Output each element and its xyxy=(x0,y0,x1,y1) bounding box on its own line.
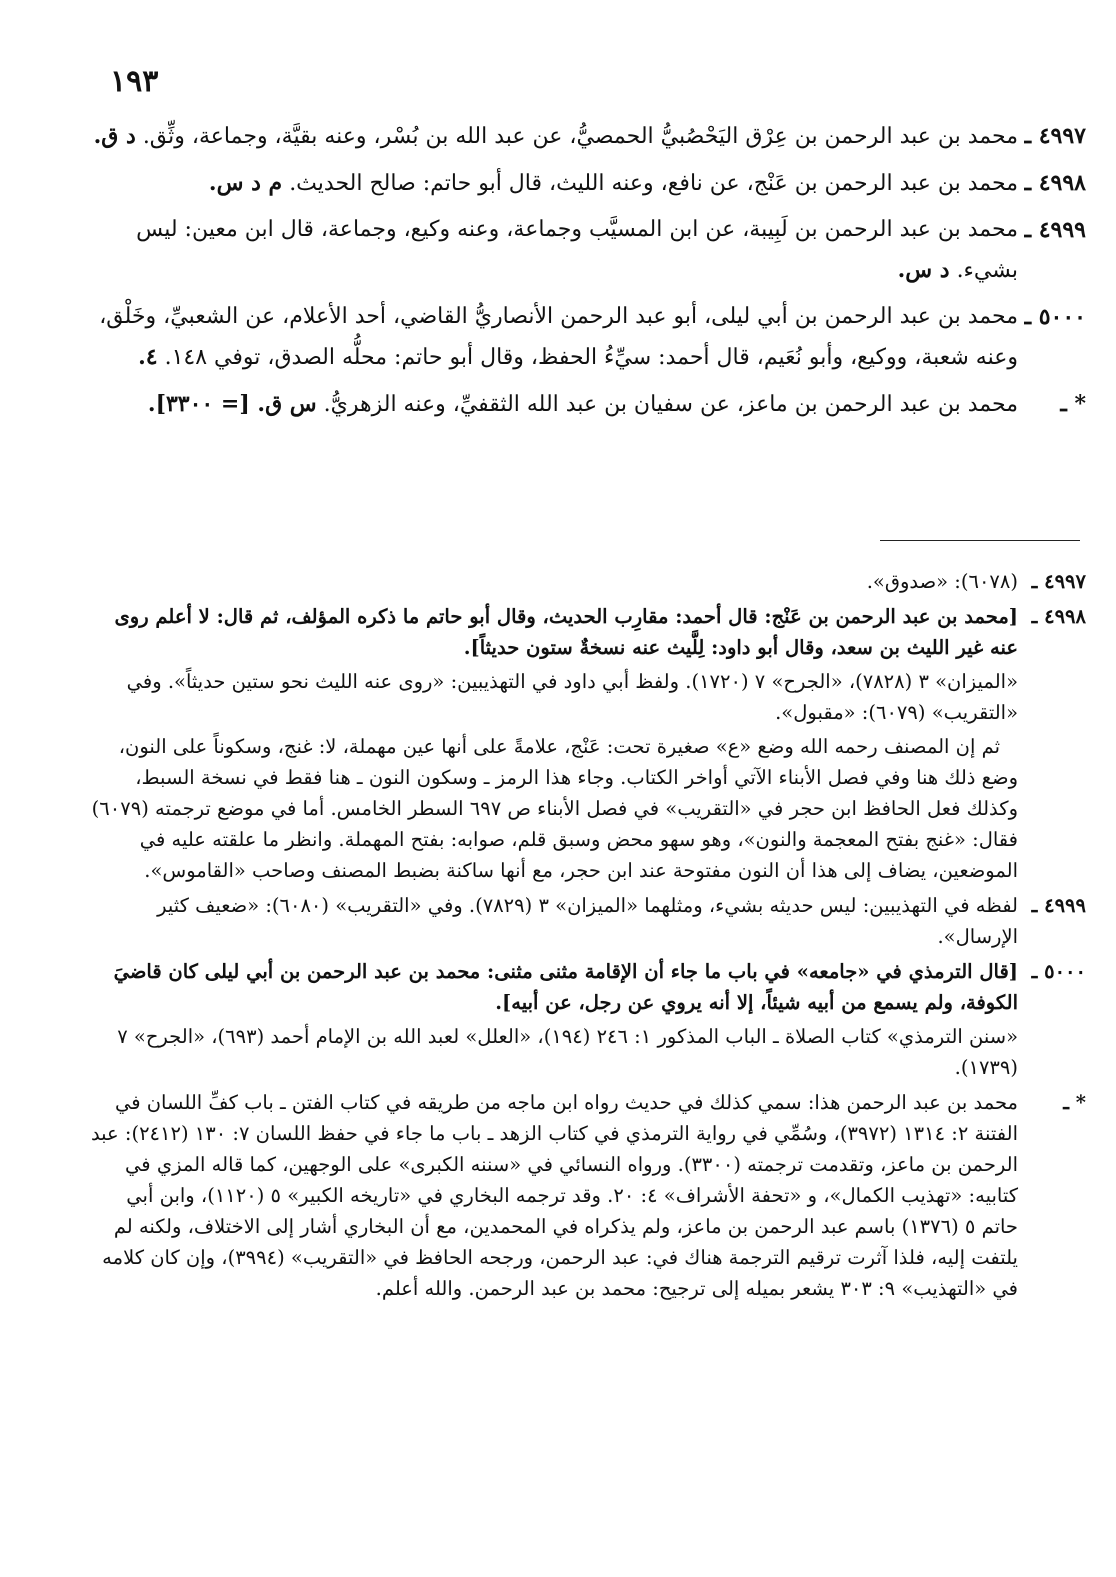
entry-number: ٥٠٠٠ ـ xyxy=(1024,304,1086,330)
entry-text: محمد بن عبد الرحمن بن لَبِيبة، عن ابن المسيَّب وجماعة، وعنه وكيع، وجماعة، قال ابن معين: ليس بشيء. xyxy=(136,217,1018,283)
footnote-number: ٤٩٩٨ ـ xyxy=(1031,605,1086,628)
biography-entry xyxy=(86,210,1086,291)
footnote xyxy=(86,566,1086,597)
footnote-paragraph: ثم إن المصنف رحمه الله وضع «ع» صغيرة تحت: عَنْج، علامةً على أنها عين مهملة، لا: غنج، وسكوناً على النون، وضع ذلك هنا وفي فصل الأبناء الآتي أواخر الكتاب. وجاء هذا الرمز ـ وسكون النون ـ هنا فقط في نسخة السبط، وكذلك فعل الحافظ ابن حجر في «التقريب» في فصل الأبناء ص ٦٩٧ السطر الخامس. أما في موضع ترجمته (٦٠٧٩) فقال: «غنج بفتح المعجمة والنون»، وهو سهو محض وسبق قلم، صوابه: بفتح المهملة. وانظر ما علقته عليه في الموضعين، يضاف إلى هذا أن النون مفتوحة عند ابن حجر، مع أنها ساكنة بضبط المصنف وصاحب «القاموس». xyxy=(91,735,1018,882)
footnote-paragraph: (٦٠٧٨): «صدوق». xyxy=(866,570,1018,593)
entry-symbols: د س. xyxy=(897,257,950,283)
biography-entry xyxy=(86,297,1086,378)
main-text xyxy=(86,116,1086,431)
entry-symbols: س ق. [= ٣٣٠٠]. xyxy=(147,391,317,417)
footnote-separator xyxy=(880,540,1080,541)
biography-entry xyxy=(86,163,1086,204)
page-number: ١٩٣ xyxy=(110,64,159,99)
entry-text: محمد بن عبد الرحمن بن أبي ليلى، أبو عبد الرحمن الأنصاريُّ القاضي، أحد الأعلام، عن الشعبيِّ، وخَلْق، وعنه شعبة، ووكيع، وأبو نُعَيم، قال أحمد: سيِّءُ الحفظ، وقال أبو حاتم: محلُّه الصدق، توفي ١٤٨. xyxy=(99,304,1018,370)
entry-number: ٤٩٩٨ ـ xyxy=(1024,170,1086,196)
entry-symbols: ٤. xyxy=(138,344,158,370)
entry-symbols: د ق. xyxy=(93,123,136,149)
footnote-number: ٤٩٩٩ ـ xyxy=(1031,894,1086,917)
footnotes xyxy=(86,566,1086,1308)
entry-text: محمد بن عبد الرحمن بن ماعز، عن سفيان بن عبد الله الثقفيِّ، وعنه الزهريُّ. xyxy=(323,392,1018,417)
footnote-paragraph: لفظه في التهذيبين: ليس حديثه بشيء، ومثلهما «الميزان» ٣ (٧٨٢٩). وفي «التقريب» (٦٠٨٠): «ضعيف كثير الإرسال». xyxy=(157,894,1018,948)
entry-number: ٤٩٩٧ ـ xyxy=(1024,123,1086,149)
footnote xyxy=(86,890,1086,952)
footnote-number: * ـ xyxy=(1063,1091,1086,1114)
entry-symbols: م د س. xyxy=(208,170,283,196)
footnote-number: ٤٩٩٧ ـ xyxy=(1031,570,1086,593)
footnote-paragraph: محمد بن عبد الرحمن هذا: سمي كذلك في حديث رواه ابن ماجه من طريقه في كتاب الفتن ـ باب كفِّ اللسان في الفتنة ٢: ١٣١٤ (٣٩٧٢)، وسُمِّي في رواية الترمذي في كتاب الزهد ـ باب ما جاء في حفظ اللسان ٧: ١٣٠ (٢٤١٢): عبد الرحمن بن ماعز، وتقدمت ترجمته (٣٣٠٠). ورواه النسائي في «سننه الكبرى» على الوجهين، كما قاله المزي في كتابيه: «تهذيب الكمال»، و «تحفة الأشراف» ٤: ٢٠. وقد ترجمه البخاري في «تاريخه الكبير» ٥ (١١٢٠)، وابن أبي حاتم ٥ (١٣٧٦) باسم عبد الرحمن بن ماعز، ولم يذكراه في المحمدين، مع أن البخاري أشار إلى الاختلاف، ولكنه لم يلتفت إليه، فلذا آثرت ترقيم الترجمة هناك في: عبد الرحمن، ورجحه الحافظ في «التقريب» (٣٩٩٤)، وإن كان كلامه في «التهذيب» ٩: ٣٠٣ يشعر بميله إلى ترجيح: محمد بن عبد الرحمن. والله أعلم. xyxy=(90,1091,1018,1300)
footnote xyxy=(86,956,1086,1083)
footnote-paragraph: «الميزان» ٣ (٧٨٢٨)، «الجرح» ٧ (١٧٢٠). ولفظ أبي داود في التهذيبين: «روى عنه الليث نحو ستين حديثاً». وفي «التقريب» (٦٠٧٩): «مقبول». xyxy=(126,670,1018,724)
footnote-paragraph: [محمد بن عبد الرحمن بن عَنْج: قال أحمد: مقارِب الحديث، وقال أبو حاتم ما ذكره المؤلف، ثم قال: لا أعلم روى عنه غير الليث بن سعد، وقال أبو داود: لِلَّيث عنه نسخةٌ ستون حديثاً]. xyxy=(114,605,1018,659)
entry-number: ٤٩٩٩ ـ xyxy=(1024,217,1086,243)
biography-entry xyxy=(86,116,1086,157)
entry-number: * ـ xyxy=(1060,391,1086,417)
entry-text: محمد بن عبد الرحمن بن عَنْج، عن نافع، وعنه الليث، قال أبو حاتم: صالح الحديث. xyxy=(289,171,1018,196)
footnote-paragraph: [قال الترمذي في «جامعه» في باب ما جاء أن الإقامة مثنى مثنى: محمد بن عبد الرحمن بن أبي ليلى كان قاضيَ الكوفة، ولم يسمع من أبيه شيئاً، إلا أنه يروي عن رجل، عن أبيه]. xyxy=(113,960,1018,1014)
biography-entry xyxy=(86,384,1086,425)
footnote-number: ٥٠٠٠ ـ xyxy=(1031,960,1086,983)
footnote xyxy=(86,1087,1086,1304)
footnote xyxy=(86,601,1086,886)
entry-text: محمد بن عبد الرحمن بن عِرْق اليَحْصُبيُّ الحمصيُّ، عن عبد الله بن بُسْر، وعنه بقيَّة، وجماعة، وثِّق. xyxy=(142,124,1018,149)
footnote-paragraph: «سنن الترمذي» كتاب الصلاة ـ الباب المذكور ١: ٢٤٦ (١٩٤)، «العلل» لعبد الله بن الإمام أحمد (٦٩٣)، «الجرح» ٧ (١٧٣٩). xyxy=(117,1025,1018,1079)
